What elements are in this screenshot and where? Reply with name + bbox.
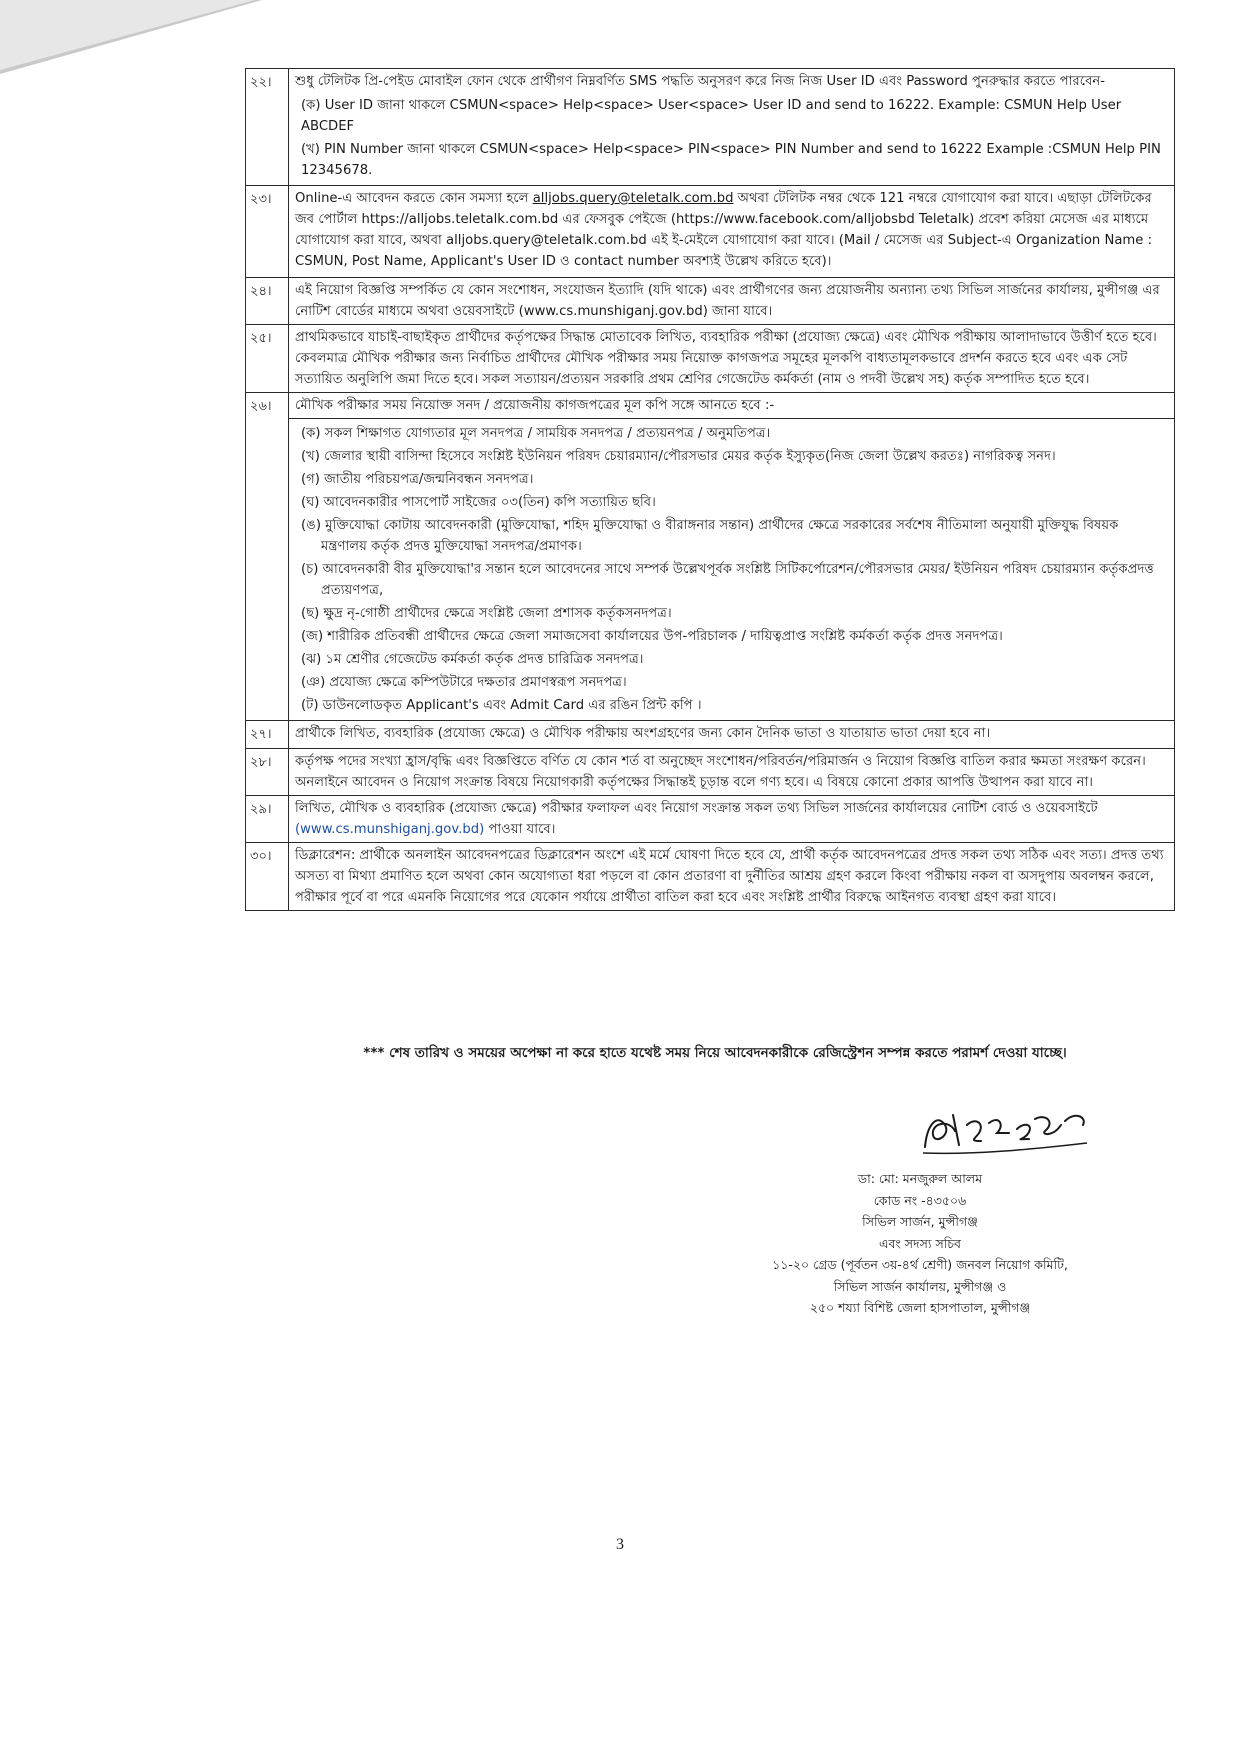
list-item: (জ) শারীরিক প্রতিবন্ধী প্রার্থীদের ক্ষেত্রে জেলা সমাজসেবা কার্যালয়ের উপ-পরিচালক / দায়িত্বপ্রাপ্ত সংশ্লিষ্ট কর্মকর্তা কর্তৃক প্রদত্ত সনদপত্র। [301,629,1003,644]
signatory-title: সিভিল সার্জন, মুন্সীগঞ্জ [862,1214,978,1229]
support-email-link[interactable]: alljobs.query@teletalk.com.bd [532,191,734,206]
item-29-text-2: পাওয়া যাবে। [484,822,556,837]
signatory-office: সিভিল সার্জন কার্যালয়, মুন্সীগঞ্জ ও [833,1278,1007,1294]
signature-block [720,1168,1120,1319]
website-link[interactable]: (www.cs.munshiganj.gov.bd) [295,822,485,837]
item-content [289,393,1175,721]
item-content: কর্তৃপক্ষ পদের সংখ্যা হ্রাস/বৃদ্ধি এবং বিজ্ঞপ্তিতে বর্ণিত যে কোন শর্ত বা অনুচ্ছেদ সংশোধন/পরিবর্তন/পরিমার্জন ও নিয়োগ বিজ্ঞপ্তি বাতিল করার ক্ষমতা সংরক্ষণ করেন। অনলাইনে আবেদন ও নিয়োগ সংক্রান্ত বিষয়ে নিয়োগকারী কর্তৃপক্ষের সিদ্ধান্তই চূড়ান্ত বলে গণ্য হবে। এ বিষয়ে কোনো প্রকার আপত্তি উত্থাপন করা যাবে না। [289,749,1175,796]
table-row [246,393,1175,721]
item-content [289,69,1175,186]
item-29-text-1: লিখিত, মৌখিক ও ব্যবহারিক (প্রযোজ্য ক্ষেত্রে) পরীক্ষার ফলাফল এবং নিয়োগ সংক্রান্ত সকল তথ্য সিভিল সার্জনের কার্যালয়ের নোটিশ বোর্ড ও ওয়েবসাইটে [295,801,1098,816]
item-23-text-2: অথবা টেলিটক নম্বর থেকে 121 নম্বরে যোগাযোগ করা যাবে। এছাড়া টেলিটকের জব পোর্টাল https://alljobs.teletalk.com.bd এর ফেসবুক পেইজে (https://www.facebook.com/alljobsbd Teletalk) প্রবেশ করিয়া মেসেজ এর মাধ্যমে যোগাযোগ করা যাবে, অথবা alljobs.query@teletalk.com.bd এই ই-মেইলে যোগাযোগ করা যাবে। (Mail / মেসেজ এর Subject-এ Organization Name : CSMUN, Post Name, Applicant's User ID ও contact number অবশ্যই উল্লেখ করিতে হবে)। [295,191,1153,269]
signatory-role: এবং সদস্য সচিব [878,1235,962,1251]
item-number: ২৪। [246,278,289,325]
page-number: 3 [616,1536,624,1553]
table-row [246,843,1175,911]
registration-advice-note: *** শেষ তারিখ ও সময়ের অপেক্ষা না করে হাতে যথেষ্ট সময় নিয়ে আবেদনকারীকে রেজিস্ট্রেশন সম্পন্ন করতে পরামর্শ দেওয়া যাচ্ছে। [363,1045,1067,1061]
signatory-name: ডা: মো: মনজুরুল আলম [857,1171,983,1186]
list-item: (চ) আবেদনকারী বীর মুক্তিযোদ্ধা'র সন্তান হলে আবেদনের সাথে সম্পর্ক উল্লেখপূর্বক সংশ্লিষ্ট সিটিকর্পোরেশন/পৌরসভার মেয়র/ ইউনিয়ন পরিষদ চেয়ারম্যান কর্তৃকপ্রদত্ত প্রত্যয়ণপত্র, [301,562,1154,598]
list-item: (খ) জেলার স্থায়ী বাসিন্দা হিসেবে সংশ্লিষ্ট ইউনিয়ন পরিষদ চেয়ারম্যান/পৌরসভার মেয়র কর্তৃক ইস্যুকৃত(নিজ জেলা উল্লেখ করতঃ) নাগরিকত্ব সনদ। [301,449,1056,464]
item-content: প্রাথমিকভাবে যাচাই-বাছাইকৃত প্রার্থীদের কর্তৃপক্ষের সিদ্ধান্ত মোতাবেক লিখিত, ব্যবহারিক পরীক্ষা (প্রযোজ্য ক্ষেত্রে) এবং মৌখিক পরীক্ষায় আলাদাভাবে উত্তীর্ণ হতে হবে। কেবলমাত্র মৌখিক পরীক্ষার জন্য নির্বাচিত প্রার্থীদের মৌখিক পরীক্ষার সময় নিয়োক্ত কাগজপত্র সমূহের মূলকপি বাধ্যতামূলকভাবে প্রদর্শন করতে হবে এবং এক সেট সত্যায়িত অনুলিপি জমা দিতে হবে। সকল সত্যায়ন/প্রত্যয়ন সরকারি প্রথম শ্রেণির গেজেটেড কর্মকর্তা (নাম ও পদবী উল্লেখ সহ) কর্তৃক সম্পাদিত হতে হবে। [289,325,1175,393]
item-content: প্রার্থীকে লিখিত, ব্যবহারিক (প্রযোজ্য ক্ষেত্রে) ও মৌখিক পরীক্ষায় অংশগ্রহণের জন্য কোন দৈনিক ভাতা ও যাতায়াত ভাতা দেয়া হবে না। [289,721,1175,749]
item-number: ২৬। [246,393,289,721]
table-row [246,278,1175,325]
list-item: (ঞ) প্রযোজ্য ক্ষেত্রে কম্পিউটারে দক্ষতার প্রমাণস্বরূপ সনদপত্র। [301,675,627,690]
item-number: ২৯। [246,796,289,843]
item-23-text-1: Online-এ আবেদন করতে কোন সমস্যা হলে [295,191,533,206]
list-item: (ক) সকল শিক্ষাগত যোগ্যতার মূল সনদপত্র / সাময়িক সনদপত্র / প্রত্যয়নপত্র / অনুমতিপত্র। [301,426,771,441]
list-item: (গ) জাতীয় পরিচয়পত্র/জন্মনিবন্ধন সনদপত্র। [301,472,534,487]
item-number: ২৮। [246,749,289,796]
item-22-sub-a: (ক) User ID জানা থাকলে CSMUN<space> Help<space> User<space> User ID and send to 16222. Example: CSMUN Help User ABCDEF [301,98,1122,134]
list-item: (ঘ) আবেদনকারীর পাসপোর্ট সাইজের ০৩(তিন) কপি সত্যায়িত ছবি। [301,495,656,510]
list-item: (ঝ) ১ম শ্রেণীর গেজেটেড কর্মকর্তা কর্তৃক প্রদত্ত চারিত্রিক সনদপত্র। [301,652,644,667]
item-22-sub-b: (খ) PIN Number জানা থাকলে CSMUN<space> Help<space> PIN<space> PIN Number and send to 16222 Example :CSMUN Help PIN 12345678. [301,142,1161,178]
signatory-code: কোড নং -৪৩৫০৬ [873,1192,967,1208]
signatory-committee: ১১-২০ গ্রেড (পূর্বতন ৩য়-৪র্থ শ্রেণী) জনবল নিয়োগ কমিটি, [772,1257,1068,1272]
item-number: ২৭। [246,721,289,749]
table-row [246,69,1175,186]
table-row [246,325,1175,393]
item-content: ডিক্লারেশন: প্রার্থীকে অনলাইন আবেদনপত্রের ডিক্লারেশন অংশে এই মর্মে ঘোষণা দিতে হবে যে, প্রার্থী কর্তৃক আবেদনপত্রের প্রদত্ত সকল তথ্য সঠিক এবং সত্য। প্রদত্ত তথ্য অসত্য বা মিথ্যা প্রমাণিত হলে অথবা কোন অযোগ্যতা ধরা পড়লে বা কোন প্রতারণা বা দুর্নীতির আশ্রয় গ্রহণ করলে কিংবা পরীক্ষায় নকল বা অসদুপায় অবলম্বন করলে, পরীক্ষার পূর্বে বা পরে এমনকি নিয়োগের পরে যেকোন পর্যায়ে প্রার্থীতা বাতিল করা হবে এবং সংশ্লিষ্ট প্রার্থীর বিরুদ্ধে আইনগত ব্যবস্থা গ্রহণ করা যাবে। [289,843,1175,911]
item-22-intro: শুধু টেলিটক প্রি-পেইড মোবাইল ফোন থেকে প্রার্থীগণ নিম্নবর্ণিত SMS পদ্ধতি অনুসরণ করে নিজ নিজ User ID এবং Password পুনরুদ্ধার করতে পারবেন- [295,74,1106,89]
list-item: (ছ) ক্ষুদ্র নৃ-গোষ্ঠী প্রার্থীদের ক্ষেত্রে সংশ্লিষ্ট জেলা প্রশাসক কর্তৃকসনদপত্র। [301,606,672,621]
signatory-hospital: ২৫০ শয্যা বিশিষ্ট জেলা হাসপাতাল, মুন্সীগঞ্জ [809,1300,1031,1315]
documents-heading: মৌখিক পরীক্ষার সময় নিয়োক্ত সনদ / প্রয়োজনীয় কাগজপত্রের মূল কপি সঙ্গে আনতে হবে :- [289,393,1174,419]
table-row [246,721,1175,749]
item-content [289,796,1175,843]
table-row [246,186,1175,278]
item-number: ৩০। [246,843,289,911]
table-row [246,749,1175,796]
item-number: ২২। [246,69,289,186]
table-row [246,796,1175,843]
handwritten-signature [915,1095,1095,1165]
list-item: (ট) ডাউনলোডকৃত Applicant's এবং Admit Card এর রঙিন প্রিন্ট কপি । [301,698,702,713]
item-number: ২৫। [246,325,289,393]
list-item: (ঙ) মুক্তিযোদ্ধা কোটায় আবেদনকারী (মুক্তিযোদ্ধা, শহিদ মুক্তিযোদ্ধা ও বীরাঙ্গনার সন্তান) প্রার্থীদের ক্ষেত্রে সরকারের সর্বশেষ নীতিমালা অনুযায়ী মুক্তিযুদ্ধ বিষয়ক মন্ত্রণালয় কর্তৃক প্রদত্ত মুক্তিযোদ্ধা সনদপত্র/প্রমাণক। [301,518,1119,554]
item-content [289,186,1175,278]
item-number: ২৩। [246,186,289,278]
notice-table [245,68,1175,911]
item-content: এই নিয়োগ বিজ্ঞপ্তি সম্পর্কিত যে কোন সংশোধন, সংযোজন ইত্যাদি (যদি থাকে) এবং প্রার্থীগণের জন্য প্রয়োজনীয় অন্যান্য তথ্য সিভিল সার্জনের কার্যালয়, মুন্সীগঞ্জ এর নোটিশ বোর্ডের মাধ্যমে অথবা ওয়েবসাইটে (www.cs.munshiganj.gov.bd) জানা যাবে। [289,278,1175,325]
